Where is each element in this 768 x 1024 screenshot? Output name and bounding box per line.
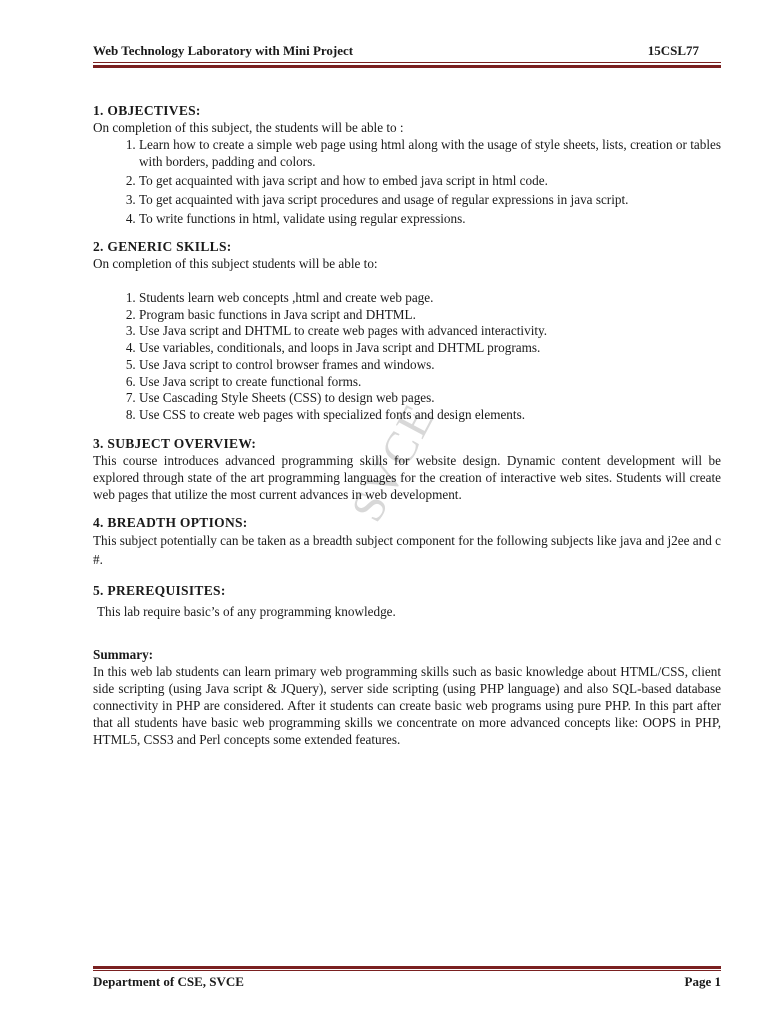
summary-section (93, 646, 721, 748)
header-rule-thick (93, 65, 721, 68)
header-course-title: Web Technology Laboratory with Mini Project (93, 43, 354, 58)
list-item: 8. Use CSS to create web pages with specialized fonts and design elements. (139, 407, 721, 424)
footer-rule-thin (93, 970, 721, 971)
objectives-intro: On completion of this subject, the students will be able to : (93, 120, 404, 135)
list-item: 3. Use Java script and DHTML to create web pages with advanced interactivity. (139, 323, 721, 340)
footer-page-number: Page 1 (684, 974, 721, 989)
footer-rule-thick (93, 966, 721, 969)
list-item: 1. Learn how to create a simple web page using html along with the usage of style sheets, lists, creation or tables with borders, padding and colors. (139, 136, 721, 170)
generic-skills-heading: 2. GENERIC SKILLS: (93, 239, 232, 254)
list-item: 3. To get acquainted with java script procedures and usage of regular expressions in java script. (139, 191, 721, 208)
list-item: 2. To get acquainted with java script and how to embed java script in html code. (139, 172, 721, 189)
watermark: SVCE (340, 394, 445, 530)
subject-overview-section (93, 435, 721, 503)
generic-skills-intro: On completion of this subject students will be able to: (93, 256, 378, 271)
list-item: 4. To write functions in html, validate using regular expressions. (139, 210, 721, 227)
prerequisites-text: This lab require basic’s of any programming knowledge. (97, 603, 396, 619)
header-course-code: 15CSL77 (647, 43, 699, 58)
generic-skills-list (93, 290, 721, 424)
list-item: 5. Use Java script to control browser frames and windows. (139, 357, 721, 374)
list-item: 2. Program basic functions in Java script and DHTML. (139, 307, 721, 324)
objectives-section (93, 102, 721, 227)
breadth-options-section (93, 514, 721, 569)
list-item: 6. Use Java script to create functional forms. (139, 374, 721, 391)
page-footer (93, 974, 721, 994)
generic-skills-section (93, 238, 721, 424)
objectives-heading: 1. OBJECTIVES: (93, 103, 201, 118)
list-item: 7. Use Cascading Style Sheets (CSS) to design web pages. (139, 390, 721, 407)
list-item: 1. Students learn web concepts ,html and create web page. (139, 290, 721, 307)
breadth-options-text: This subject potentially can be taken as a breadth subject component for the following subjects like java and j2ee and c #. (93, 532, 721, 567)
breadth-options-heading: 4. BREADTH OPTIONS: (93, 514, 248, 530)
summary-text: In this web lab students can learn primary web programming skills such as basic knowledge about HTML/CSS, client side scripting (using Java script & JQuery), server side scripting (using PHP language) and also SQL-based database connectivity in PHP are considered. After it students can create basic web programs using pure PHP. In this part after that all students have basic web programming skills we concentrate on more advanced concepts like: OOPS in PHP, HTML5, CSS3 and Perl concepts some extended features. (93, 663, 721, 747)
list-item: 4. Use variables, conditionals, and loops in Java script and DHTML programs. (139, 340, 721, 357)
footer-department: Department of CSE, SVCE (93, 974, 244, 989)
prerequisites-heading: 5. PREREQUISITES: (93, 582, 226, 598)
subject-overview-text: This course introduces advanced programming skills for website design. Dynamic content development will be explored through state of the art programming languages for the creation of interactive web sites. Students will create web pages that utilize the most current advances in web development. (93, 452, 721, 502)
objectives-list (93, 136, 721, 227)
summary-heading: Summary: (93, 646, 154, 662)
prerequisites-section (93, 582, 721, 620)
header-rule-thin (93, 62, 721, 63)
page-body (93, 102, 721, 748)
subject-overview-heading: 3. SUBJECT OVERVIEW: (93, 435, 257, 451)
page-header (93, 43, 721, 63)
